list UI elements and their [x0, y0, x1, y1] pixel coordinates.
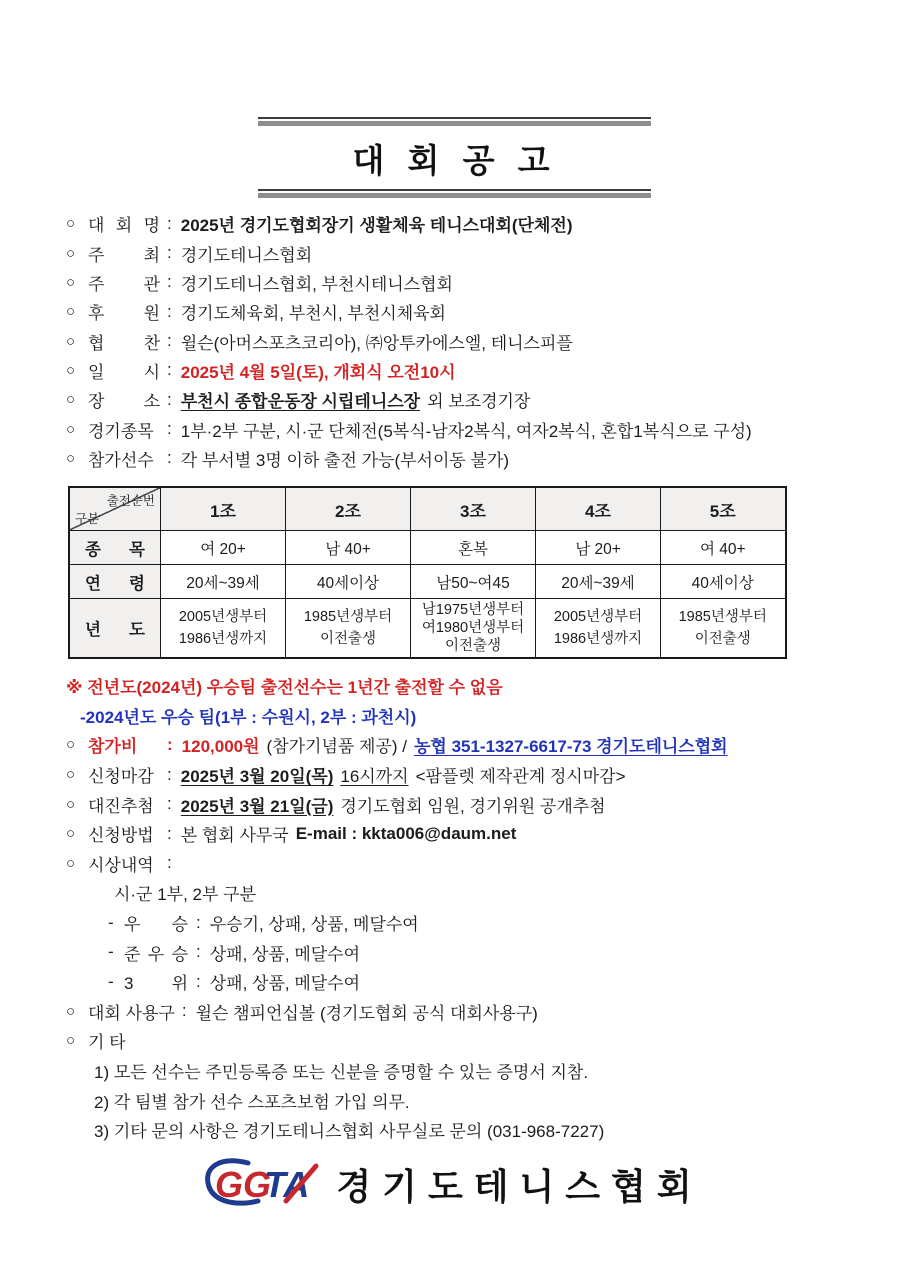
year-line: 남1975년생부터 [421, 601, 525, 618]
colon-separator: : [167, 794, 172, 814]
info-list [66, 209, 876, 473]
info-label: 주 최 [88, 245, 160, 265]
corner-header-cell [69, 487, 161, 531]
fee-middle: (참가기념품 제공) / [266, 737, 407, 757]
year-line: 1985년생부터 [303, 608, 393, 625]
colon-separator: : [167, 823, 172, 843]
info-value: 윌슨(아머스포츠코리아), ㈜앙투카에스엘, 테니스피플 [180, 333, 573, 353]
etc-item [66, 1115, 886, 1145]
info-value-date: 2025년 4월 5일(토), 개회식 오전10시 [180, 362, 456, 382]
info-label: 주 관 [88, 274, 160, 294]
groups-table [68, 486, 787, 659]
table-row-year [69, 599, 786, 659]
awards-header-line [66, 849, 886, 879]
table-row-event [69, 531, 786, 565]
etc-item-text: 2) 각 팀별 참가 선수 스포츠보험 가입 의무. [94, 1092, 410, 1112]
circle-bullet-icon: ○ [66, 332, 76, 350]
award-item-first [66, 908, 886, 938]
year-line: 2005년생부터 [178, 608, 268, 625]
award-prizes: 상패, 상품, 메달수여 [209, 944, 361, 964]
ball-label: 대회 사용구 [88, 1003, 175, 1023]
colon-separator: : [167, 243, 172, 263]
deadline-date: 2025년 3월 20일(목) [180, 767, 334, 787]
year-cell [661, 599, 786, 659]
deadline-note: <팜플렛 제작관계 정시마감> [415, 767, 626, 787]
row-header-event: 종 목 [69, 531, 161, 565]
circle-bullet-icon: ○ [66, 244, 76, 262]
circle-bullet-icon: ○ [66, 825, 76, 843]
info-line-datetime [66, 356, 876, 385]
info-label: 일 시 [88, 362, 160, 382]
circle-bullet-icon: ○ [66, 854, 76, 872]
colon-separator: : [181, 1001, 187, 1021]
table-row-age [69, 565, 786, 599]
page-title: 대 회 공 고 [352, 142, 557, 179]
circle-bullet-icon: ○ [66, 361, 76, 379]
age-cell: 40세이상 [286, 565, 411, 599]
year-line: 2005년생부터 [553, 608, 643, 625]
circle-bullet-icon: ○ [66, 1002, 76, 1020]
draw-date: 2025년 3월 21일(금) [180, 796, 334, 816]
info-line-sponsor [66, 297, 876, 326]
banner-bottom-thin-rule [258, 189, 651, 191]
warning-note [66, 671, 886, 701]
circle-bullet-icon: ○ [66, 273, 76, 291]
year-line: 1986년생까지 [553, 631, 643, 647]
venue-extra: 외 보조경기장 [427, 392, 531, 412]
age-cell: 40세이상 [661, 565, 786, 599]
info-value: 경기도테니스협회 [180, 245, 313, 265]
venue-name: 부천시 종합운동장 시립테니스장 [180, 392, 421, 412]
corner-top-label: 출전순번 [106, 494, 155, 508]
fee-label: 참가비 [88, 737, 138, 757]
lower-section [66, 671, 886, 1145]
colon-separator: : [167, 272, 172, 292]
year-line: 1986년생까지 [178, 631, 268, 647]
banner-bottom-thick-rule [258, 193, 651, 198]
apply-line [66, 819, 886, 849]
circle-bullet-icon: ○ [66, 766, 76, 784]
colon-separator: : [167, 764, 172, 784]
draw-rest: 경기도협회 임원, 경기위원 공개추첨 [340, 796, 606, 816]
bank-account-link[interactable]: 농협 351-1327-6617-73 경기도테니스협회 [414, 737, 728, 757]
circle-bullet-icon: ○ [66, 420, 76, 438]
colon-separator: : [167, 419, 172, 439]
etc-item-text: 3) 기타 문의 사항은 경기도테니스협회 사무실로 문의 (031-968-7227) [94, 1122, 605, 1142]
table-header-row [69, 487, 786, 531]
event-cell: 여 40+ [661, 531, 786, 565]
footer-logo-row [0, 1156, 905, 1212]
colon-separator: : [167, 853, 172, 873]
column-header-group1: 1조 [161, 487, 286, 531]
info-value: 1부·2부 구분, 시·군 단체전(5복식-남자2복식, 여자2복식, 혼합1복식으로 구성) [180, 421, 752, 441]
colon-separator: : [196, 942, 201, 962]
column-header-group5: 5조 [661, 487, 786, 531]
column-header-group3: 3조 [411, 487, 536, 531]
year-line: 이전출생 [319, 631, 377, 647]
info-line-venue [66, 385, 876, 414]
year-line: 여1980년생부터 [421, 619, 525, 636]
ball-line [66, 997, 886, 1027]
circle-bullet-icon: ○ [66, 303, 76, 321]
draw-line [66, 789, 886, 819]
ball-text: 윌슨 챔피언십볼 (경기도협회 공식 대회사용구) [195, 1003, 538, 1023]
awards-label: 시상내역 [88, 855, 154, 875]
award-item-third [66, 967, 886, 997]
circle-bullet-icon: ○ [66, 215, 76, 233]
year-cell [286, 599, 411, 659]
circle-bullet-icon: ○ [66, 1032, 76, 1050]
award-rank: 우 승 [124, 915, 188, 935]
info-value: 각 부서별 3명 이하 출전 가능(부서이동 불가) [180, 450, 510, 470]
year-line: 이전출생 [694, 631, 751, 647]
deadline-label: 신청마감 [88, 767, 154, 787]
age-cell: 20세~39세 [161, 565, 286, 599]
etc-item [66, 1056, 886, 1086]
banner-top-thin-rule [258, 117, 651, 119]
age-cell: 20세~39세 [536, 565, 661, 599]
logo-ta-text: TA [264, 1164, 310, 1205]
info-value: 경기도체육회, 부천시, 부천시체육회 [180, 304, 446, 324]
circle-bullet-icon: ○ [66, 736, 76, 754]
circle-bullet-icon: ○ [66, 795, 76, 813]
info-line-players [66, 444, 876, 473]
dash-bullet: - [108, 912, 114, 932]
column-header-group2: 2조 [286, 487, 411, 531]
deadline-time: 16시까지 [340, 767, 409, 787]
colon-separator: : [167, 448, 172, 468]
colon-separator: : [196, 971, 201, 991]
column-header-group4: 4조 [536, 487, 661, 531]
info-line-host [66, 238, 876, 267]
award-item-second [66, 937, 886, 967]
colon-separator: : [167, 389, 172, 409]
previous-winners-note [66, 701, 886, 731]
info-line-events [66, 414, 876, 443]
circle-bullet-icon: ○ [66, 449, 76, 467]
year-cell [161, 599, 286, 659]
colon-separator: : [196, 912, 201, 932]
event-cell: 남 40+ [286, 531, 411, 565]
year-line: 1985년생부터 [678, 608, 767, 625]
awards-subtitle [66, 878, 886, 908]
draw-label: 대진추첨 [88, 796, 154, 816]
award-prizes: 상패, 상품, 메달수여 [209, 974, 361, 994]
info-value: 2025년 경기도협회장기 생활체육 테니스대회(단체전) [180, 216, 573, 236]
fee-amount: 120,000원 [181, 737, 260, 757]
year-cell [536, 599, 661, 659]
corner-bottom-label: 구분 [75, 512, 100, 526]
info-label: 참가선수 [88, 450, 154, 470]
etc-item [66, 1085, 886, 1115]
dash-bullet: - [108, 971, 114, 991]
winners-text: -2024년도 우승 팀(1부 : 수원시, 2부 : 과천시) [80, 707, 417, 727]
awards-subtitle-text: 시·군 1부, 2부 구분 [114, 885, 256, 905]
event-cell: 남 20+ [536, 531, 661, 565]
etc-header-line [66, 1026, 886, 1056]
award-prizes: 우승기, 상패, 상품, 메달수여 [209, 915, 419, 935]
ggta-logo-icon [202, 1156, 320, 1212]
colon-separator: : [167, 734, 173, 754]
info-line-tournament-name [66, 209, 876, 238]
apply-email: E-mail : kkta006@daum.net [295, 823, 517, 843]
info-line-organizer [66, 268, 876, 297]
logo-gg-text: GG [215, 1164, 272, 1205]
info-line-supporter [66, 326, 876, 355]
deadline-line [66, 760, 886, 790]
etc-item-text: 1) 모든 선수는 주민등록증 또는 신분을 증명할 수 있는 증명서 지참. [94, 1063, 589, 1083]
dash-bullet: - [108, 942, 114, 962]
colon-separator: : [167, 213, 172, 233]
row-header-year: 년 도 [69, 599, 161, 659]
colon-separator: : [167, 301, 172, 321]
year-line: 이전출생 [444, 638, 502, 655]
apply-text: 본 협회 사무국 [180, 826, 289, 846]
etc-label: 기 타 [88, 1033, 126, 1053]
row-header-age: 연 령 [69, 565, 161, 599]
title-banner [258, 117, 651, 198]
event-cell: 혼복 [411, 531, 536, 565]
info-label: 경기종목 [88, 421, 154, 441]
info-label: 후 원 [88, 304, 160, 324]
age-cell: 남50~여45 [411, 565, 536, 599]
award-rank: 준 우 승 [124, 944, 188, 964]
info-label: 장 소 [88, 392, 160, 412]
colon-separator: : [167, 331, 172, 351]
colon-separator: : [167, 360, 172, 380]
info-label: 대 회 명 [88, 216, 160, 236]
year-cell [411, 599, 536, 659]
apply-label: 신청방법 [88, 826, 154, 846]
info-label: 협 찬 [88, 333, 160, 353]
organization-name: 경기도테니스협회 [336, 1165, 703, 1207]
info-value: 경기도테니스협회, 부천시테니스협회 [180, 274, 453, 294]
circle-bullet-icon: ○ [66, 391, 76, 409]
event-cell: 여 20+ [161, 531, 286, 565]
fee-line [66, 730, 886, 760]
award-rank: 3 위 [124, 974, 188, 994]
warning-text: ※ 전년도(2024년) 우승팀 출전선수는 1년간 출전할 수 없음 [66, 678, 503, 698]
